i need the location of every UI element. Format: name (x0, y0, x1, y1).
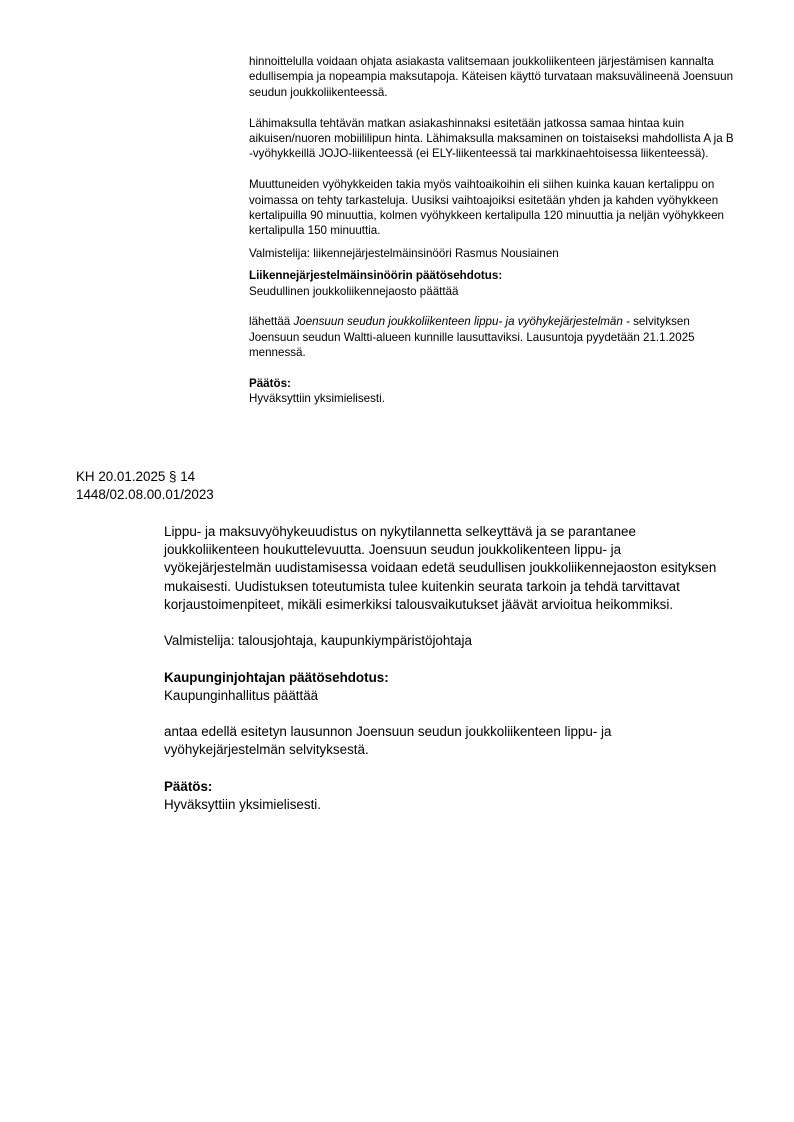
proposal-heading: Liikennejärjestelmäinsinöörin päätösehdotus: (249, 269, 503, 283)
transfer-time-paragraph: Muuttuneiden vyöhykkeiden takia myös vaihtoaikoihin eli siihen kuinka kauan kertalippu on voimassa on tehty tarkasteluja. Uusiksi vaihtoajoiksi esitetään yhden ja kahden vyöhykkeen kertalipuilla 90 minuuttia, kolmen vyöhykkeen kertalipulla 120 minuuttia ja neljän vyöhykkeen kertalipulla 150 minuuttia. (249, 178, 724, 238)
action-suffix: selvityksen Joensuun seudun Waltti-alueen kunnille lausuttaviksi. Lausuntoja pyydetään 21.1.2025 mennessä. (249, 315, 695, 360)
statement-paragraph: Lippu- ja maksuvyöhykeuudistus on nykytilannetta selkeyttävä ja se parantanee joukkoliikenteen houkuttelevuutta. Joensuun seudun joukkolikenteen lippu- ja vyökejärjestelmän uudistamisessa voidaan edetä seudullisen joukkoliikennejaoston esityksen mukaisesti. Uudistuksen toteutumista tulee kuitenkin seurata tarkoin ja tehdä tarvittavat korjaustoimenpiteet, mikäli esimerkiksi talousvaikutukset jäävät arvioitua heikommiksi. (164, 524, 717, 612)
action-paragraph: antaa edellä esitetyn lausunnon Joensuun seudun joukkoliikenteen lippu- ja vyöhykejärjestelmän selvityksestä. (164, 724, 612, 758)
action-prefix: lähettää (249, 315, 294, 329)
record-number: 1448/02.08.00.01/2023 (76, 487, 214, 502)
pricing-paragraph: hinnoittelulla voidaan ohjata asiakasta valitsemaan joukkoliikenteen järjestämisen kannalta edullisempia ja nopeampia maksutapoja. Käteisen käyttö turvataan maksuvälineenä Joensuun seudun joukkoliikenteessä. (249, 55, 734, 99)
proposal-block (164, 669, 724, 705)
report-title: Joensuun seudun joukkoliikenteen lippu- ja vyöhykejärjestelmän - (293, 315, 630, 329)
reference-block (76, 468, 214, 504)
action-paragraph (249, 314, 739, 360)
proposal-heading: Kaupunginjohtajan päätösehdotus: (164, 669, 389, 685)
proposal-block (249, 268, 739, 299)
preparer-line: Valmistelija: liikennejärjestelmäinsinööri Rasmus Nousiainen (249, 246, 559, 260)
proposal-body: Kaupunginhallitus päättää (164, 687, 319, 703)
jaosto-section (249, 54, 739, 422)
decision-body: Hyväksyttiin yksimielisesti. (249, 392, 385, 406)
decision-heading: Päätös: (164, 778, 213, 794)
meeting-reference: KH 20.01.2025 § 14 (76, 469, 196, 484)
proposal-body: Seudullinen joukkoliikennejaosto päättää (249, 284, 459, 298)
preparer-line: Valmistelija: talousjohtaja, kaupunkiympäristöjohtaja (164, 633, 472, 649)
decision-block (164, 778, 724, 814)
kaupunginhallitus-section (164, 523, 724, 832)
contactless-payment-paragraph: Lähimaksulla tehtävän matkan asiakashinnaksi esitetään jatkossa samaa hintaa kuin aikuisen/nuoren mobiililipun hinta. Lähimaksulla maksaminen on toistaiseksi mahdollista A ja B -vyöhykkeillä JOJO-liikenteessä (ei ELY-liikenteessä tai markkinaehtoisessa liikenteessä). (249, 116, 734, 161)
decision-body: Hyväksyttiin yksimielisesti. (164, 796, 321, 812)
decision-heading: Päätös: (249, 377, 291, 391)
decision-block (249, 376, 739, 407)
